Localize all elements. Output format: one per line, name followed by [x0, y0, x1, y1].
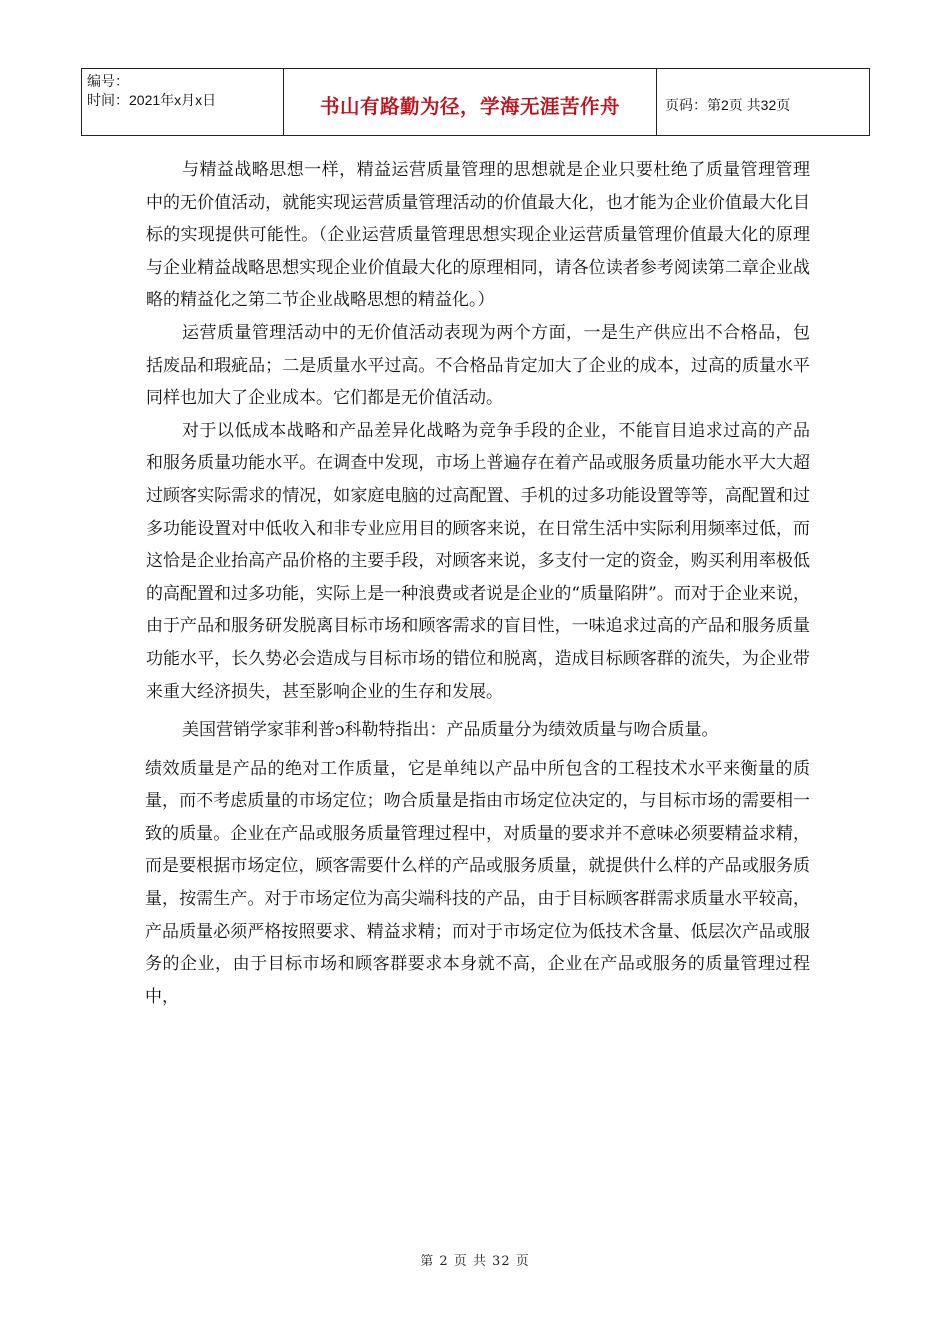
- header-page-cell: [657, 69, 869, 135]
- time-label: 时间：2021年x月x日: [87, 92, 217, 108]
- header-table: [81, 68, 870, 136]
- page-footer: 第 2 页 共 32 页: [420, 1254, 530, 1269]
- header-meta-cell: [82, 69, 284, 135]
- paragraph-5: 绩效质量是产品的绝对工作质量，它是单纯以产品中所包含的工程技术水平来衡量的质量，而不考虑质量的市场定位；吻合质量是指由市场定位决定的，与目标市场的需要相一致的质量。企业在产品或服务质量管理过程中，对质量的要求并不意味必须要精益求精，而是要根据市场定位，顾客需要什么样的产品或服务质量，就提供什么样的产品或服务质量，按需生产。对于市场定位为高尖端科技的产品，由于目标顾客群需求质量水平较高，产品质量必须严格按照要求、精益求精；而对于市场定位为低技术含量、低层次产品或服务的企业，由于目标市场和顾客群要求本身就不高，企业在产品或服务的质量管理过程中，: [145, 758, 810, 1007]
- page-info: 页码：第2页 共32页: [665, 97, 791, 113]
- motto-text: 书山有路勤为径，学海无涯苦作舟: [319, 95, 620, 118]
- document-body: [146, 154, 810, 1013]
- paragraph-2: 运营质量管理活动中的无价值活动表现为两个方面，一是生产供应出不合格品，包括废品和瑕疵品；二是质量水平过高。不合格品肯定加大了企业的成本，过高的质量水平同样也加大了企业成本。它们都是无价值活动。: [146, 322, 810, 409]
- paragraph-1: 与精益战略思想一样，精益运营质量管理的思想就是企业只要杜绝了质量管理管理中的无价值活动，就能实现运营质量管理活动的价值最大化，也才能为企业价值最大化目标的实现提供可能性。（企业运营质量管理思想实现企业运营质量管理价值最大化的原理与企业精益战略思想实现企业价值最大化的原理相同，请各位读者参考阅读第二章企业战略的精益化之第二节企业战略思想的精益化。）: [146, 160, 810, 311]
- serial-label: 编号：: [87, 73, 129, 89]
- paragraph-4: 美国营销学家菲利普ↄ科勒特指出：产品质量分为绩效质量与吻合质量。: [182, 720, 719, 741]
- paragraph-3: 对于以低成本战略和产品差异化战略为竞争手段的企业，不能盲目追求过高的产品和服务质量功能水平。在调查中发现，市场上普遍存在着产品或服务质量功能水平大大超过顾客实际需求的情况，如家庭电脑的过高配置、手机的过多功能设置等等，高配置和过多功能设置对中低收入和非专业应用目的顾客来说，在日常生活中实际利用频率过低，而这恰是企业抬高产品价格的主要手段，对顾客来说，多支付一定的资金，购买利用率极低的高配置和过多功能，实际上是一种浪费或者说是企业的“质量陷阱”。而对于企业来说，由于产品和服务研发脱离目标市场和顾客需求的盲目性，一味追求过高的产品和服务质量功能水平，长久势必会造成与目标市场的错位和脱离，造成目标顾客群的流失，为企业带来重大经济损失，甚至影响企业的生存和发展。: [146, 420, 810, 702]
- header-motto-cell: [284, 69, 657, 135]
